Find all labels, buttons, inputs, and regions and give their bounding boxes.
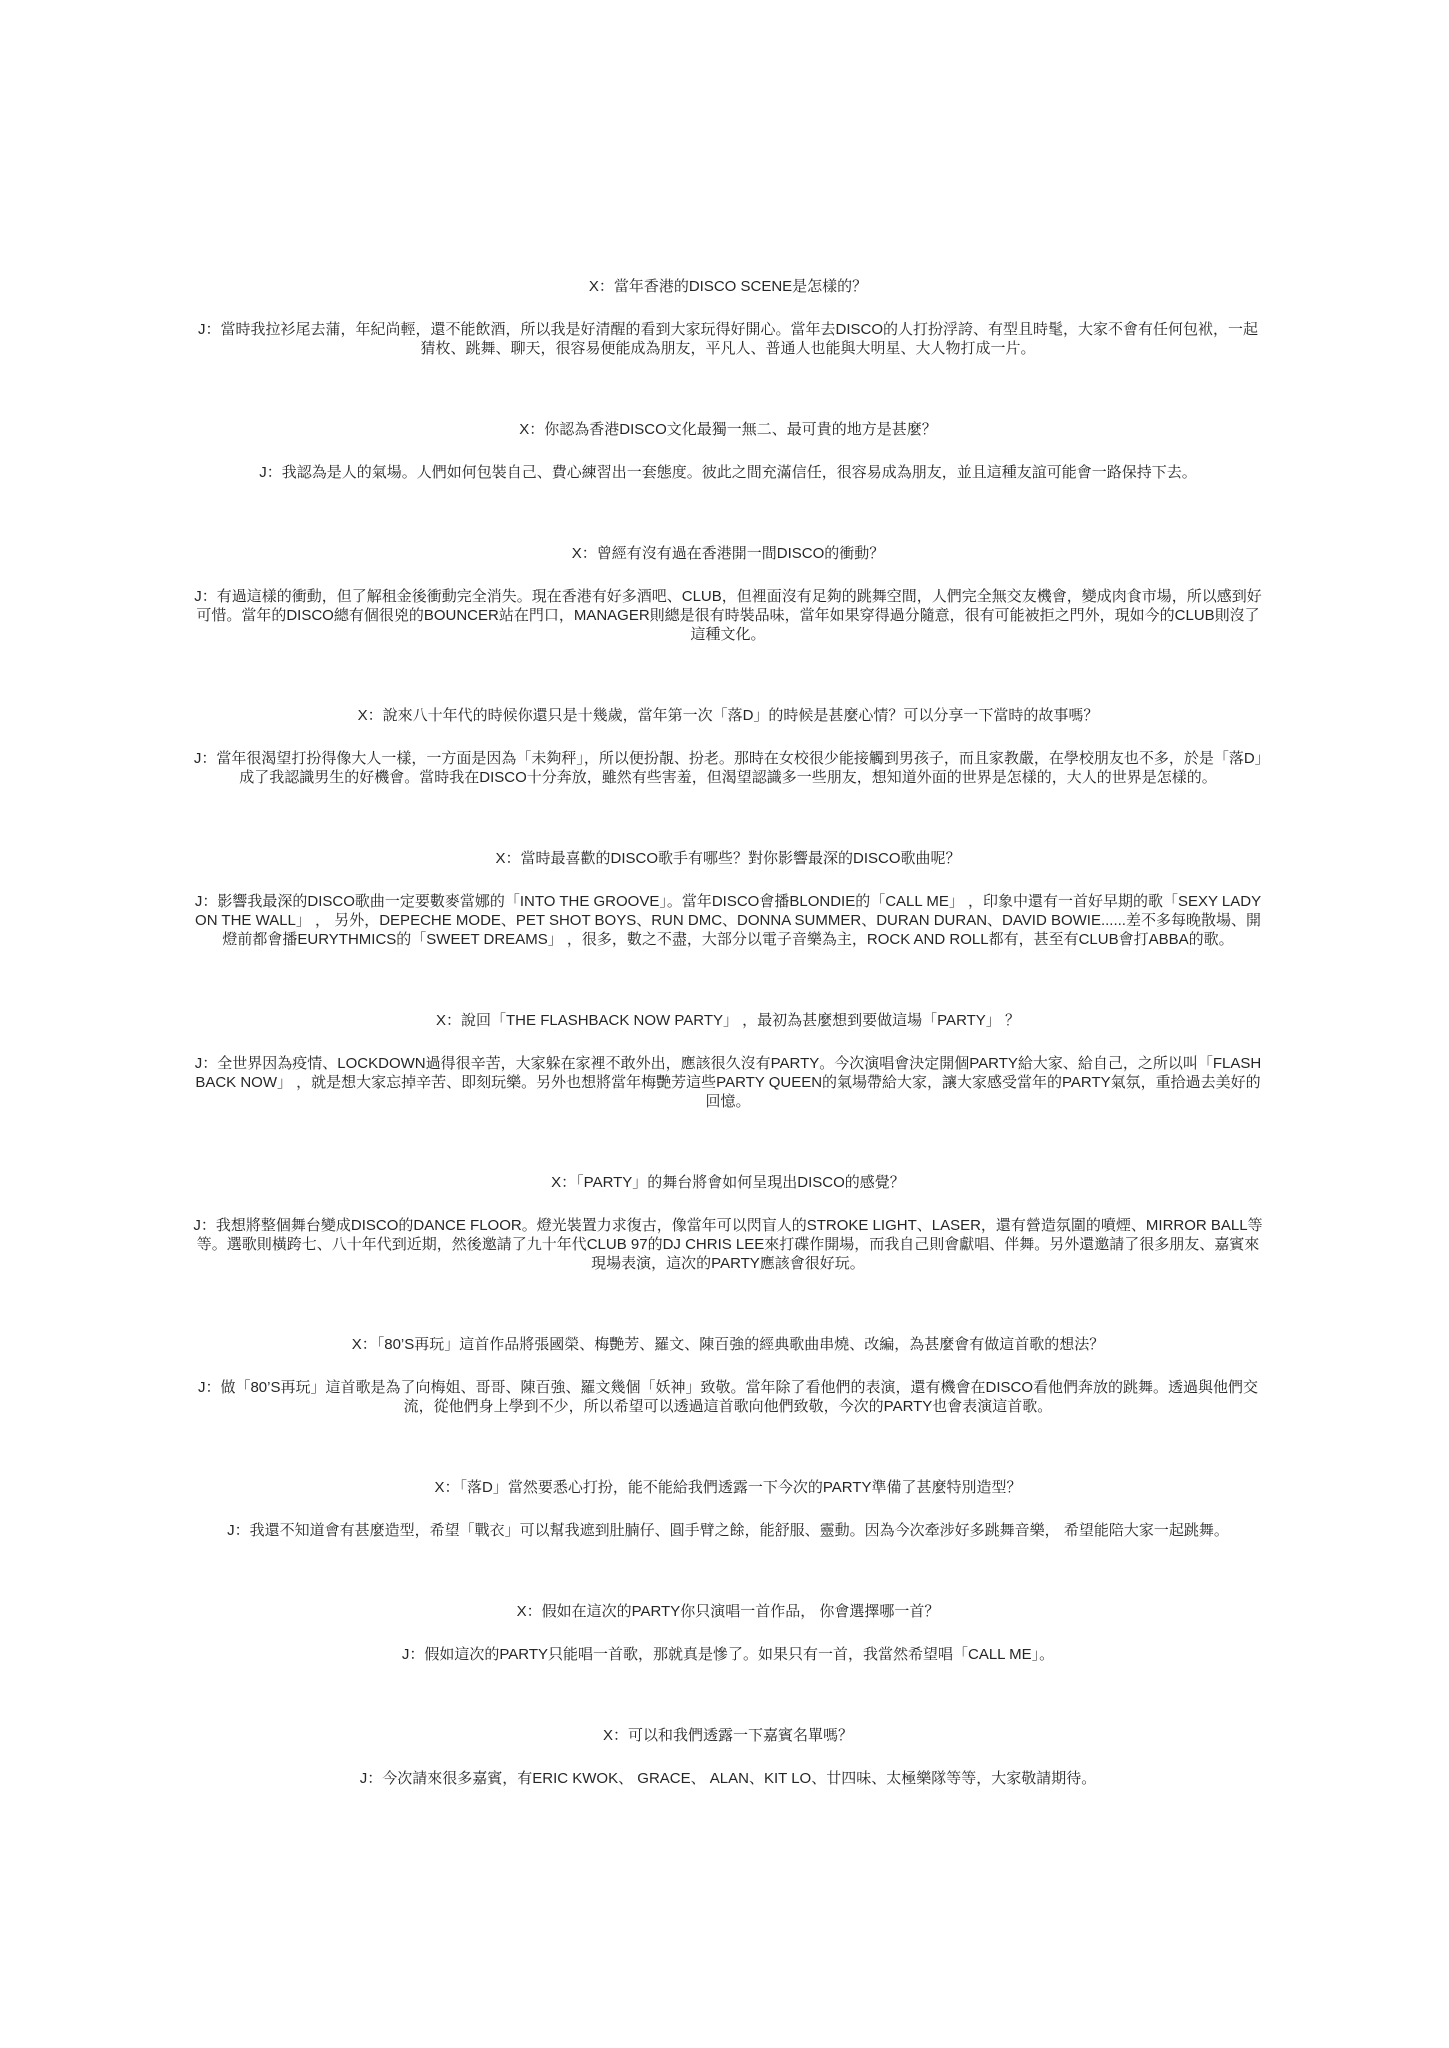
answer-text: J：當時我拉衫尾去蒲，年紀尚輕，還不能飲酒，所以我是好清醒的看到大家玩得好開心。當年去DISCO的人打扮浮誇、有型且時髦，大家不會有任何包袱，一起猜枚、跳舞、聊天，很容易便能成為朋友，平凡人、普通人也能與大明星、大人物打成一片。 <box>197 321 1258 357</box>
answer-text: J：做「80’S再玩」這首歌是為了向梅姐、哥哥、陳百強、羅文幾個「妖神」致敬。當年除了看他們的表演，還有機會在DISCO看他們奔放的跳舞。透過與他們交流，從他們身上學到不少，所以希望可以透過這首歌向他們致敬，今次的PARTY也會表演這首歌。 <box>197 1379 1259 1415</box>
question-text: X：當時最喜歡的DISCO歌手有哪些？對你影響最深的DISCO歌曲呢？ <box>495 850 961 867</box>
answer-text: J：我認為是人的氣場。人們如何包裝自己、費心練習出一套態度。彼此之間充滿信任，很容易成為朋友，並且這種友誼可能會一路保持下去。 <box>259 464 1197 481</box>
question-text: X：可以和我們透露一下嘉賓名單嗎？ <box>602 1727 853 1744</box>
question-text: X：假如在這次的PARTY你只演唱一首作品， 你會選擇哪一首？ <box>516 1603 940 1620</box>
qa-item <box>192 1335 1264 1416</box>
answer-text: J：有過這樣的衝動，但了解租金後衝動完全消失。現在香港有好多酒吧、CLUB，但裡面沒有足夠的跳舞空間，人們完全無交友機會，變成肉食市場，所以感到好可惜。當年的DISCO總有個很兇的BOUNCER站在門口，MANAGER則總是很有時裝品味，當年如果穿得過分隨意，很有可能被拒之門外，現如今的CLUB則沒了這種文化。 <box>194 588 1262 643</box>
qa-item <box>192 849 1264 949</box>
qa-item <box>192 544 1264 644</box>
answer-text: J：我想將整個舞台變成DISCO的DANCE FLOOR。燈光裝置力求復古，像當年可以閃盲人的STROKE LIGHT、LASER，還有營造氛圍的噴煙、MIRROR BALL等等。選歌則橫跨七、八十年代到近期，然後邀請了九十年代CLUB 97的DJ CHRIS LEE來打碟作開場，而我自己則會獻唱、伴舞。另外還邀請了很多朋友、嘉賓來現場表演，這次的PARTY應該會很好玩。 <box>193 1217 1263 1272</box>
qa-item <box>192 1011 1264 1111</box>
qa-item <box>192 1602 1264 1664</box>
qa-item <box>192 1726 1264 1788</box>
question-text: X：「80’S再玩」這首作品將張國榮、梅艷芳、羅文、陳百強的經典歌曲串燒、改編，為甚麼會有做這首歌的想法？ <box>351 1336 1105 1353</box>
answer-text: J：影響我最深的DISCO歌曲一定要數麥當娜的「INTO THE GROOVE」。當年DISCO會播BLONDIE的「CALL ME」 ，印象中還有一首好早期的歌「SEXY LADY ON THE WALL」 ， 另外，DEPECHE MODE、PET SHOT BOYS、RUN DMC、DONNA SUMMER、DURAN DURAN、DAVID BOWIE......差不多每晚散場、開燈前都會播EURYTHMICS的「SWEET DREAMS」 ，很多，數之不盡，大部分以電子音樂為主，ROCK AND ROLL都有，甚至有CLUB會打ABBA的歌。 <box>194 893 1262 948</box>
answer-text: J：我還不知道會有甚麼造型，希望「戰衣」可以幫我遮到肚腩仔、圓手臂之餘，能舒服、靈動。因為今次牽涉好多跳舞音樂， 希望能陪大家一起跳舞。 <box>227 1522 1229 1539</box>
answer-text: J：今次請來很多嘉賓，有ERIC KWOK、 GRACE、 ALAN、KIT LO、廿四味、太極樂隊等等，大家敬請期待。 <box>359 1770 1097 1787</box>
qa-item <box>192 420 1264 482</box>
qa-item <box>192 277 1264 358</box>
question-text: X：你認為香港DISCO文化最獨一無二、最可貴的地方是甚麼？ <box>519 421 937 438</box>
qa-item <box>192 1173 1264 1273</box>
question-text: X：當年香港的DISCO SCENE是怎樣的？ <box>588 278 868 295</box>
qa-item <box>192 1478 1264 1540</box>
qa-item <box>192 706 1264 787</box>
question-text: X：說來八十年代的時候你還只是十幾歲，當年第一次「落D」的時候是甚麼心情？可以分享一下當時的故事嗎？ <box>357 707 1099 724</box>
answer-text: J：當年很渴望打扮得像大人一樣，一方面是因為「未夠秤」，所以便扮靚、扮老。那時在女校很少能接觸到男孩子，而且家教嚴，在學校朋友也不多，於是「落D」成了我認識男生的好機會。當時我在DISCO十分奔放，雖然有些害羞，但渴望認識多一些朋友，想知道外面的世界是怎樣的，大人的世界是怎樣的。 <box>193 750 1263 786</box>
question-text: X：「落D」當然要悉心打扮，能不能給我們透露一下今次的PARTY準備了甚麼特別造型？ <box>434 1479 1022 1496</box>
document-page <box>192 277 1264 1850</box>
question-text: X：曾經有沒有過在香港開一間DISCO的衝動？ <box>571 545 885 562</box>
answer-text: J：全世界因為疫情、LOCKDOWN過得很辛苦，大家躲在家裡不敢外出，應該很久沒有PARTY。今次演唱會決定開個PARTY給大家、給自己，之所以叫「FLASH BACK NOW」 ，就是想大家忘掉辛苦、即刻玩樂。另外也想將當年梅艷芳這些PARTY QUEEN的氣場帶給大家，讓大家感受當年的PARTY氣氛，重拾過去美好的回憶。 <box>194 1055 1262 1110</box>
answer-text: J：假如這次的PARTY只能唱一首歌，那就真是慘了。如果只有一首，我當然希望唱「CALL ME」。 <box>401 1646 1055 1663</box>
question-text: X：說回「THE FLASHBACK NOW PARTY」 ，最初為甚麼想到要做這場「PARTY」 ？ <box>436 1012 1020 1029</box>
question-text: X：「PARTY」的舞台將會如何呈現出DISCO的感覺？ <box>551 1174 905 1191</box>
